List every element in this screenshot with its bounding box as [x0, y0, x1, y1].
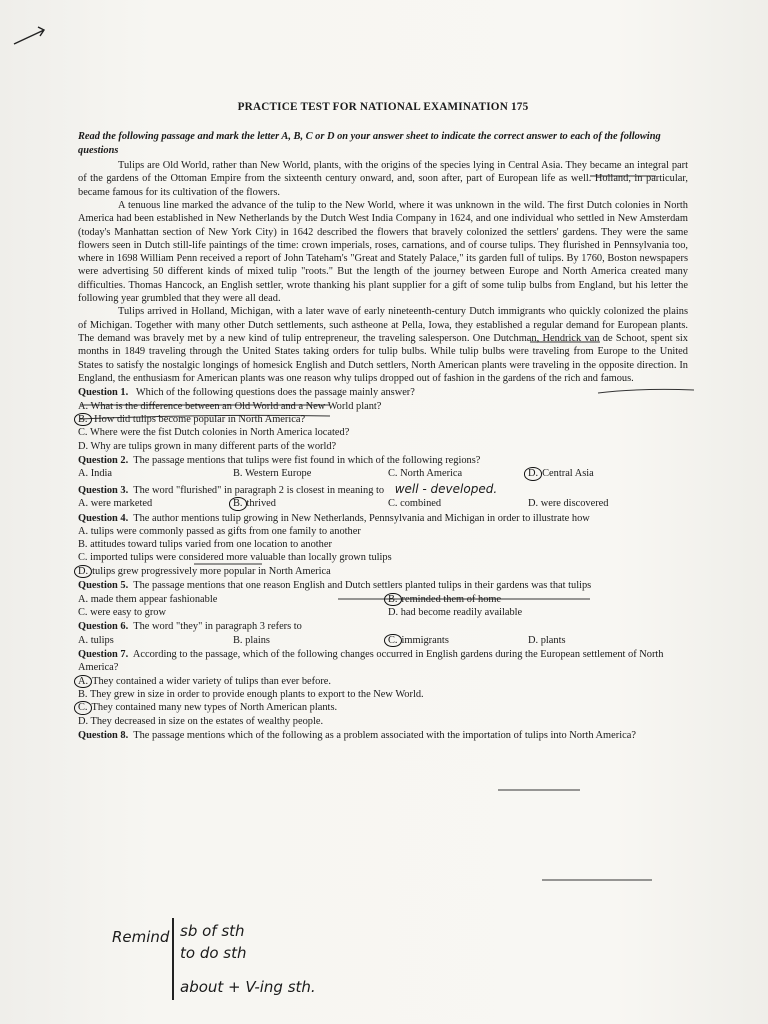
option-a: A. What is the difference between an Old World and a New World plant?	[78, 400, 382, 412]
question-4	[78, 512, 688, 525]
corner-pen-stroke	[14, 27, 44, 44]
option-c: C. combined	[388, 498, 442, 510]
instruction: Read the following passage and mark the letter A, B, C or D on your answer sheet to indicate the correct answer to each of the following questions	[78, 131, 661, 156]
question-text: The word "they" in paragraph 3 refers to	[133, 621, 302, 633]
option-c: C. Where were the fist Dutch colonies in North America located?	[78, 427, 350, 439]
passage-paragraph-3: Tulips arrived in Holland, Michigan, with a later wave of early nineteenth-century Dutch immigrants who quickly colonized the plains of Michigan. Together with many other Dutch settlements, such astheone at Pella, Iowa, they established a regular demand for European plants. The demand was bravely met by a new kind of tulip entrepreneur, the traveling salesperson. One Dutchman, Hendrick van de Schoot, spent six months in 1849 traveling through the United States taking orders for tulip bulbs. While tulip bulbs were traveling from Europe to the United States to satisfy the nostalgic longings of homesick English and Dutch settlers, North American plants were traveling in the opposite direction. In England, the enthusiasm for American plants was one reason why tulips dropped out of fashion in the gardens of the rich and famous.	[78, 306, 688, 384]
handwritten-line-1: sb of sth	[180, 922, 245, 940]
option-d: D. Why are tulips grown in many different parts of the world?	[78, 440, 337, 452]
option-c: C. North America	[388, 468, 463, 480]
option-d: D. plants	[528, 634, 566, 646]
option-d: D. had become readily available	[388, 606, 523, 618]
exam-content	[78, 100, 688, 742]
handwritten-line-2: to do sth	[180, 944, 247, 962]
question-7	[78, 648, 688, 675]
option-text: immigrants	[401, 634, 449, 646]
option-c: C. were easy to grow	[78, 606, 167, 618]
question-text: Which of the following questions does the passage mainly answer?	[135, 387, 415, 399]
option-a: A. tulips were commonly passed as gifts from one family to another	[78, 525, 361, 537]
answer-circle: D.	[74, 565, 92, 578]
question-5	[78, 579, 688, 592]
handwritten-note: well - developed.	[394, 481, 498, 496]
option-b-selected	[78, 413, 688, 426]
option-text: They contained a wider variety of tulips than ever before.	[92, 675, 331, 687]
question-text: The word "flurished" in paragraph 2 is closest in meaning to	[133, 484, 385, 496]
option-d: D. were discovered	[528, 498, 609, 510]
option-d-selected	[78, 565, 688, 578]
question-text: The author mentions tulip growing in New Netherlands, Pennsylvania and Michigan in order to illustrate how	[133, 512, 590, 524]
answer-circle: C.	[384, 634, 402, 647]
answer-circle: B.	[229, 497, 247, 510]
options-row	[78, 497, 688, 510]
options-row	[78, 634, 688, 647]
option-text: Central Asia	[542, 468, 594, 480]
option-b: B. They grew in size in order to provide enough plants to export to the New World.	[78, 689, 424, 701]
question-text: The passage mentions which of the following as a problem associated with the importation of tulips into North America?	[133, 730, 636, 742]
option-a: A. tulips	[78, 634, 114, 646]
passage-paragraph-1: Tulips are Old World, rather than New World, plants, with the origins of the species lying in Central Asia. They became an integral part of the gardens of the Ottoman Empire from the sixteenth century onward, and, soon after, part of European life as well. Holland, in particular, became famous for its cultivation of the flowers.	[78, 159, 688, 198]
answer-circle: C.	[74, 701, 92, 714]
option-b-selected	[388, 593, 688, 606]
option-d: D. They decreased in size on the estates of wealthy people.	[78, 715, 324, 727]
question-label: Question 7.	[78, 649, 129, 660]
option-c-selected	[78, 701, 688, 714]
option-b: B. plains	[233, 634, 270, 646]
question-6	[78, 620, 688, 633]
handwritten-brace-line	[172, 918, 174, 1000]
question-label: Question 2.	[78, 454, 129, 466]
option-c: C. imported tulips were considered more valuable than locally grown tulips	[78, 552, 392, 564]
question-text: The passage mentions that tulips were fist found in which of the following regions?	[133, 454, 481, 466]
options-row	[78, 593, 688, 620]
option-text: reminded them of home	[401, 593, 502, 605]
option-text: tulips grew progressively more popular in North America	[92, 565, 331, 577]
answer-circle: B.	[384, 593, 402, 606]
question-label: Question 3.	[78, 484, 129, 496]
option-b: B. Western Europe	[233, 468, 312, 480]
option-b-selected	[233, 497, 388, 510]
handwritten-line-3: about + V-ing sth.	[180, 978, 316, 996]
option-a: A. made them appear fashionable	[78, 593, 218, 605]
option-d-selected	[528, 467, 688, 480]
answer-circle: B.	[74, 413, 92, 426]
question-text: The passage mentions that one reason English and Dutch settlers planted tulips in their gardens was that tulips	[133, 580, 592, 592]
option-a: A. India	[78, 468, 113, 480]
option-text: thrived	[246, 498, 276, 510]
question-label: Question 8.	[78, 730, 129, 742]
option-text: How did tulips become popular in North America?	[94, 413, 306, 425]
question-label: Question 4.	[78, 512, 129, 524]
question-3	[78, 482, 688, 497]
question-1	[78, 386, 688, 399]
handwritten-remind: Remind	[112, 928, 170, 946]
options-row	[78, 467, 688, 480]
question-text: According to the passage, which of the following changes occurred in English gardens during the European settlement of North America?	[78, 649, 664, 674]
option-text: They contained many new types of North American plants.	[91, 702, 338, 714]
question-label: Question 1.	[78, 387, 129, 399]
page-title: PRACTICE TEST FOR NATIONAL EXAMINATION 175	[237, 101, 529, 113]
question-label: Question 6.	[78, 621, 129, 633]
option-a: A. were marketed	[78, 498, 153, 510]
option-b: B. attitudes toward tulips varied from one location to another	[78, 539, 332, 551]
answer-circle: A.	[74, 675, 92, 688]
answer-circle: D.	[524, 467, 542, 480]
question-2	[78, 454, 688, 467]
question-label: Question 5.	[78, 580, 129, 592]
option-c-selected	[388, 634, 528, 647]
option-a-marked	[78, 675, 688, 688]
question-8	[78, 729, 688, 742]
passage-paragraph-2: A tenuous line marked the advance of the tulip to the New World, where it was unknown in the wild. The first Dutch colonies in North America had been established in New Netherlands by the Dutch West India Company in 1624, and one individual who settled in New Amsterdam (today's Manhattan section of New York City) in 1642 described the flowers that bravely colonized the settlers' gardens. They were the same flowers seen in Dutch still-life paintings of the time: crown imperials, roses, carnations, and of course tulips. They flurished in Pennsylvania too, where in 1698 William Penn received a report of John Tateham's "Great and Stately Palace," its garden full of tulips. By 1760, Boston newspapers were advertising 50 different kinds of mixed tulip "roots." But the length of the journey between Europe and North America created many difficulties. Thomas Hancock, an English settler, wrote thanking his plant supplier for a gift of some tulip bulbs from England, but his letter the following year grumbled that they were all dead.	[78, 199, 688, 305]
